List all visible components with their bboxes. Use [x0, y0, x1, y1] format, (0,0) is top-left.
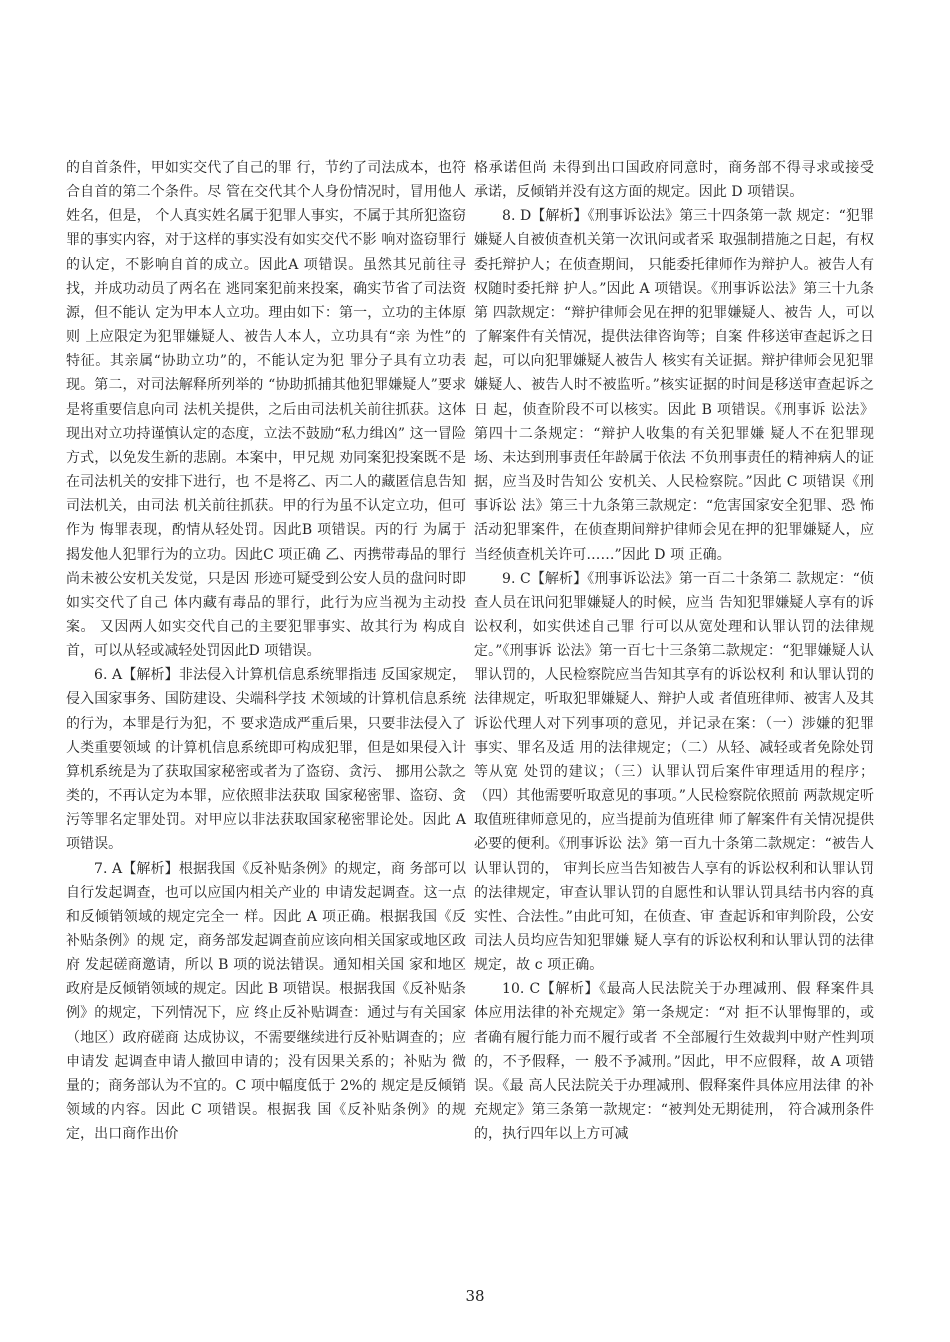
answer-7-paragraph: 7. A【解析】根据我国《反补贴条例》的规定，商 务部可以自行发起调查，也可以应国内相关产业的 申请发起调查。这一点和反倾销领域的规定完全一 样。因此 A 项正确。根据我国《反补贴条例》的规 定，商务部发起调查前应该向相关国家或地区政府 发起磋商邀请，所以 B 项的说法错误。通知相关国 家和地区政府是反倾销领域的规定。因此 B 项错误。根据我国《反补贴条例》的规定，下列情况下，应 终止反补贴调查：通过与有关国家（地区）政府磋商 达成协议，不需要继续进行反补贴调查的；应申请发 起调查申请人撤回申请的；没有因果关系的；补贴为 微量的；商务部认为不宜的。C 项中幅度低于 2%的 规定是反倾销领域的内容。因此 C 项错误。根据我 国《反补贴条例》的规定，出口商作出价 [66, 860, 466, 1143]
answer-10-paragraph: 10. C【解析】《最高人民法院关于办理减刑、假 释案件具体应用法律的补充规定》第一条规定：“对 拒不认罪悔罪的，或者确有履行能力而不履行或者 不全部履行生效裁判中财产性判项的，不予假释，一 般不予减刑。”因此，甲不应假释，故 A 项错误。《最 高人民法院关于办理减刑、假释案件具体应用法律 的补充规定》第三条第一款规定：“被判处无期徒刑， 符合减刑条件的，执行四年以上方可减 [474, 981, 874, 1143]
answer-6-paragraph: 6. A【解析】非法侵入计算机信息系统罪指违 反国家规定，侵入国家事务、国防建设、尖端科学技 术领域的计算机信息系统的行为，本罪是行为犯，不 要求造成严重后果，只要非法侵入了人类重要领域 的计算机信息系统即可构成犯罪，但是如果侵入计 算机系统是为了获取国家秘密或者为了盗窃、贪污、 挪用公款之类的，不再认定为本罪，应依照非法获取 国家秘密罪、盗窃、贪污等罪名定罪处罚。对甲应以非法获取国家秘密罪论处。因此 A 项错误。 [66, 667, 466, 853]
answer-9-paragraph: 9. C【解析】《刑事诉讼法》第一百二十条第二 款规定：“侦查人员在讯问犯罪嫌疑人的时候，应当 告知犯罪嫌疑人享有的诉讼权利，如实供述自己罪 行可以从宽处理和认罪认罚的法律规定。”《刑事诉 讼法》第一百七十三条第二款规定：“犯罪嫌疑人认 罪认罚的，人民检察院应当告知其享有的诉讼权利 和认罪认罚的法律规定，听取犯罪嫌疑人、辩护人或 者值班律师、被害人及其诉讼代理人对下列事项的意见，并记录在案：（一）涉嫌的犯罪事实、罪名及适 用的法律规定；（二）从轻、减轻或者免除处罚等从宽 处罚的建议；（三）认罪认罚后案件审理适用的程序； （四）其他需要听取意见的事项。”人民检察院依照前 两款规定听取值班律师意见的，应当提前为值班律 师了解案件有关情况提供必要的便利。《刑事诉讼 法》第一百九十条第二款规定：“被告人认罪认罚的， 审判长应当告知被告人享有的诉讼权利和认罪认罚 的法律规定，审查认罪认罚的自愿性和认罪认罚具结书内容的真实性、合法性。”由此可知，在侦查、审 查起诉和审判阶段，公安司法人员均应告知犯罪嫌 疑人享有的诉讼权利和认罪认罚的法律规定，故 c 项正确。 [474, 570, 874, 974]
answer-7-continuation: 格承诺但尚 未得到出口国政府同意时，商务部不得寻求或接受 承诺，反倾销并没有这方面的规定。因此 D 项错误。 [474, 160, 874, 201]
paragraph-continuation: 的自首条件，甲如实交代了自己的罪 行，节约了司法成本，也符合自首的第二个条件。尽 管在交代其个人身份情况时，冒用他人姓名，但是， 个人真实姓名属于犯罪人事实，不属于其所犯盗窃 罪的事实内容，对于这样的事实没有如实交代不影 响对盗窃罪行的认定，不影响自首的成立。因此A 项错误。虽然其兄前往寻找，并成功动员了两名在 逃同案犯前来投案，确实节省了司法资源，但不能认 定为甲本人立功。理由如下：第一，立功的主体原则 上应限定为犯罪嫌疑人、被告人本人，立功具有“亲 为性”的特征。其亲属“协助立功”的，不能认定为犯 罪分子具有立功表现。第二，对司法解释所列举的 “协助抓捕其他犯罪嫌疑人”要求是将重要信息向司 法机关提供，之后由司法机关前往抓获。这体现出对立功持谨慎认定的态度，立法不鼓励“私力缉凶” 这一冒险方式，以免发生新的悲剧。本案中，甲兄规 劝同案犯投案既不是在司法机关的安排下进行，也 不是将乙、丙二人的藏匿信息告知司法机关，由司法 机关前往抓获。甲的行为虽不认定立功，但可作为 悔罪表现，酌情从轻处罚。因此B 项错误。丙的行 为属于揭发他人犯罪行为的立功。因此C 项正确 乙、丙携带毒品的罪行尚未被公安机关发觉，只是因 形迹可疑受到公安人员的盘问时即如实交代了自己 体内藏有毒品的罪行，此行为应当视为主动投案。 又因两人如实交代自己的主要犯罪事实、故其行为 构成自首，可以从轻或减轻处罚因此D 项错误。 [66, 160, 466, 660]
answer-8-paragraph: 8. D【解析】《刑事诉讼法》第三十四条第一款 规定：“犯罪嫌疑人自被侦查机关第一次讯问或者采 取强制措施之日起，有权委托辩护人；在侦查期间， 只能委托律师作为辩护人。被告人有权随时委托辩 护人。”因此 A 项错误。《刑事诉讼法》第三十九条第 四款规定：“辩护律师会见在押的犯罪嫌疑人、被告 人，可以了解案件有关情况，提供法律咨询等；自案 件移送审查起诉之日起，可以向犯罪嫌疑人被告人 核实有关证据。辩护律师会见犯罪嫌疑人、被告人时不被监听。”核实证据的时间是移送审查起诉之日 起，侦查阶段不可以核实。因此 B 项错误。《刑事诉 讼法》第四十二条规定：“辩护人收集的有关犯罪嫌 疑人不在犯罪现场、未达到刑事责任年龄属于依法 不负刑事责任的精神病人的证据，应当及时告知公 安机关、人民检察院。”因此 C 项错误《刑事诉讼 法》第三十九条第三款规定：“危害国家安全犯罪、恐 怖活动犯罪案件，在侦查期间辩护律师会见在押的犯罪嫌疑人，应当经侦查机关许可……”因此 D 项 正确。 [474, 208, 874, 563]
page-number: 38 [465, 1287, 485, 1305]
left-column [66, 156, 466, 1146]
right-column [474, 156, 874, 1146]
